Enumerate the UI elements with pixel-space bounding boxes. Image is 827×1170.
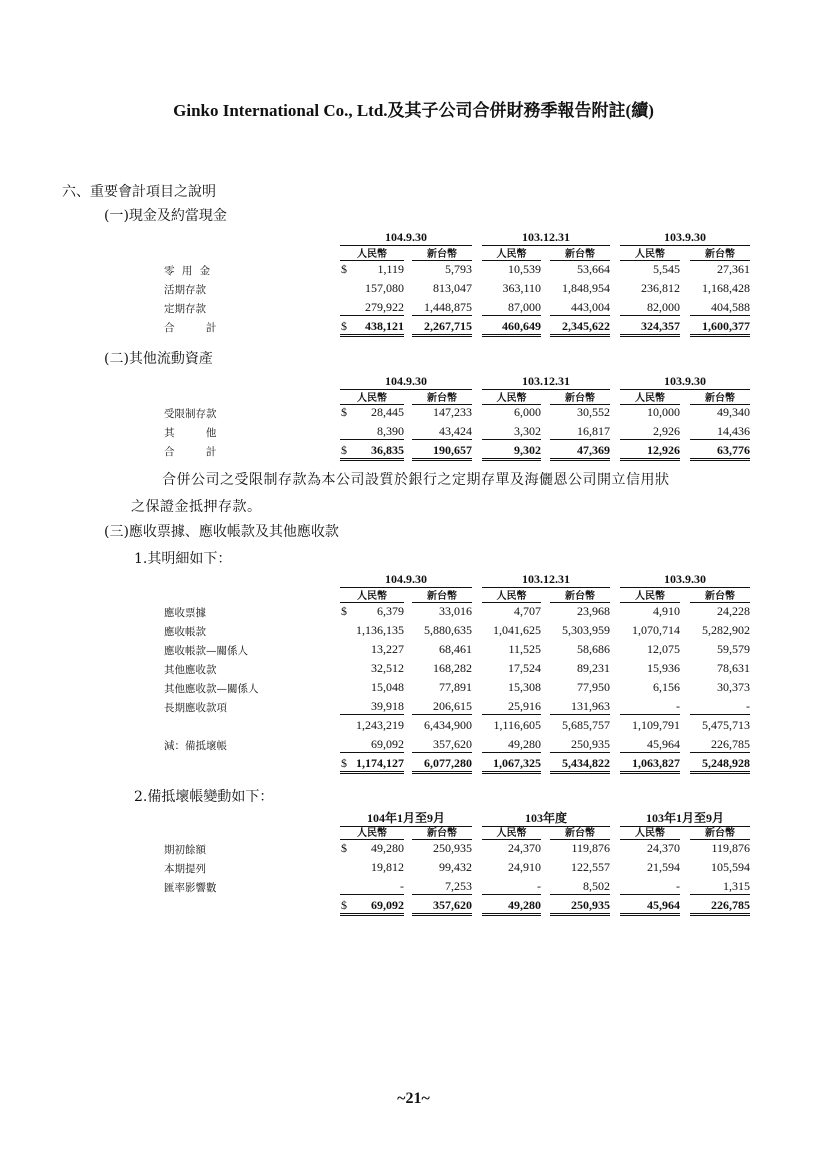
cell-value: 119,876 xyxy=(711,841,750,855)
allowance-heading: 2.備抵壞帳變動如下： xyxy=(134,789,274,805)
currency-header: 人民幣 xyxy=(340,389,404,405)
row-label: 應收帳款—關係人 xyxy=(164,645,248,657)
currency-header: 人民幣 xyxy=(482,245,541,261)
cell-value: 279,922 xyxy=(340,300,404,316)
row-label: 定期存款 xyxy=(164,303,206,315)
cell-value: 1,243,219 xyxy=(356,718,404,732)
row-label: 匯率影響數 xyxy=(164,882,217,894)
cell-value: 147,233 xyxy=(433,405,472,419)
cell-value: 6,156 xyxy=(653,680,680,694)
currency-header: 新台幣 xyxy=(412,587,472,603)
column-group-header: 103.12.31 xyxy=(482,572,610,588)
currency-header: 人民幣 xyxy=(620,587,680,603)
table-row xyxy=(0,860,827,878)
cell-value: 5,793 xyxy=(445,262,472,276)
cell-value: 363,110 xyxy=(502,281,541,295)
currency-header: 人民幣 xyxy=(340,824,404,840)
cell-value: 168,282 xyxy=(433,661,472,675)
row-label: 其 他 xyxy=(164,427,231,439)
currency-header: 新台幣 xyxy=(550,245,610,261)
cell-value: 324,357 xyxy=(620,319,680,337)
cell-value: 813,047 xyxy=(433,281,472,295)
cell-value: 15,048 xyxy=(371,680,404,694)
currency-header: 新台幣 xyxy=(412,824,472,840)
table-row xyxy=(0,319,827,337)
cell-value: 24,910 xyxy=(508,860,541,874)
cell-value: - xyxy=(620,699,680,715)
cell-value: - xyxy=(340,879,404,895)
cell-value: 1,116,605 xyxy=(493,718,541,732)
table-row xyxy=(0,680,827,698)
currency-header: 新台幣 xyxy=(690,245,750,261)
table-row xyxy=(0,898,827,916)
cell-value: 68,461 xyxy=(439,642,472,656)
cell-value: 119,876 xyxy=(571,841,610,855)
cell-value: 1,848,954 xyxy=(562,281,610,295)
dollar-sign: $ xyxy=(341,262,347,276)
cell-value: 5,880,635 xyxy=(424,623,472,637)
row-label: 本期提列 xyxy=(164,863,206,875)
row-label: 合 計 xyxy=(164,446,231,458)
currency-header: 人民幣 xyxy=(482,587,541,603)
cell-value: 49,280 xyxy=(482,737,541,753)
column-group-header: 104年1月至9月 xyxy=(340,809,472,827)
cell-value: 460,649 xyxy=(482,319,541,337)
cell-value: 5,434,822 xyxy=(550,756,610,774)
cell-value: 6,000 xyxy=(514,405,541,419)
cell-value: 438,121 xyxy=(340,319,404,337)
row-label: 其他應收款 xyxy=(164,664,217,676)
cell-value: 206,615 xyxy=(412,699,472,715)
currency-header: 新台幣 xyxy=(690,389,750,405)
cell-value: 39,918 xyxy=(340,699,404,715)
currency-header: 新台幣 xyxy=(550,587,610,603)
cell-value: 16,817 xyxy=(550,424,610,440)
cell-value: 30,552 xyxy=(577,405,610,419)
currency-header: 人民幣 xyxy=(340,245,404,261)
currency-header: 人民幣 xyxy=(620,824,680,840)
cell-value: 6,379 xyxy=(377,604,404,618)
cell-value: 21,594 xyxy=(647,860,680,874)
column-group-header: 104.9.30 xyxy=(340,572,472,588)
cell-value: 404,588 xyxy=(690,300,750,316)
cell-value: 8,390 xyxy=(340,424,404,440)
currency-header: 人民幣 xyxy=(620,389,680,405)
currency-header: 人民幣 xyxy=(340,587,404,603)
table-row xyxy=(0,841,827,859)
restricted-note-line1: 合併公司之受限制存款為本公司設質於銀行之定期存單及海儷恩公司開立信用狀 xyxy=(162,472,670,488)
restricted-note-line2: 之保證金抵押存款。 xyxy=(131,499,262,515)
row-label: 應收票據 xyxy=(164,607,206,619)
row-label: 受限制存款 xyxy=(164,408,217,420)
cell-value: - xyxy=(482,879,541,895)
page-number: ~21~ xyxy=(397,1090,430,1107)
column-group-header: 104.9.30 xyxy=(340,374,472,390)
cell-value: 49,280 xyxy=(482,898,541,916)
column-group-header: 103.9.30 xyxy=(620,230,750,246)
cell-value: 1,136,135 xyxy=(356,623,404,637)
column-group-header: 103年度 xyxy=(482,809,610,827)
table-row xyxy=(0,623,827,641)
cell-value: 131,963 xyxy=(550,699,610,715)
cell-value: 9,302 xyxy=(482,443,541,461)
cell-value: 1,119 xyxy=(377,262,404,276)
cell-value: 190,657 xyxy=(412,443,472,461)
column-group-header: 103.12.31 xyxy=(482,230,610,246)
cash-heading: (一)現金及約當現金 xyxy=(104,208,227,224)
column-group-header: 104.9.30 xyxy=(340,230,472,246)
cell-value: 49,340 xyxy=(717,405,750,419)
currency-header: 人民幣 xyxy=(620,245,680,261)
cell-value: 10,000 xyxy=(647,405,680,419)
table-row xyxy=(0,699,827,717)
table-row xyxy=(0,281,827,299)
cell-value: - xyxy=(620,879,680,895)
cell-value: 122,557 xyxy=(571,860,610,874)
cell-value: 24,370 xyxy=(647,841,680,855)
column-group-header: 103.12.31 xyxy=(482,374,610,390)
cell-value: 1,315 xyxy=(690,879,750,895)
cell-value: 30,373 xyxy=(717,680,750,694)
cell-value: 59,579 xyxy=(717,642,750,656)
currency-header: 新台幣 xyxy=(412,245,472,261)
receivables-detail-heading: 1.其明細如下： xyxy=(134,551,232,567)
cell-value: 226,785 xyxy=(690,898,750,916)
row-label: 活期存款 xyxy=(164,284,206,296)
cell-value: 236,812 xyxy=(641,281,680,295)
table-row xyxy=(0,718,827,736)
cell-value: 5,248,928 xyxy=(690,756,750,774)
cell-value: 77,891 xyxy=(439,680,472,694)
cell-value: 357,620 xyxy=(412,737,472,753)
cell-value: 1,109,791 xyxy=(632,718,680,732)
cell-value: 28,445 xyxy=(371,405,404,419)
cell-value: 5,545 xyxy=(653,262,680,276)
currency-header: 新台幣 xyxy=(550,824,610,840)
row-label: 應收帳款 xyxy=(164,626,206,638)
cell-value: 1,448,875 xyxy=(412,300,472,316)
cell-value: 24,228 xyxy=(717,604,750,618)
cell-value: 33,016 xyxy=(439,604,472,618)
cell-value: 2,345,622 xyxy=(550,319,610,337)
row-label: 其他應收款—關係人 xyxy=(164,683,259,695)
cell-value: 3,302 xyxy=(482,424,541,440)
cell-value: 2,267,715 xyxy=(412,319,472,337)
cell-value: 87,000 xyxy=(482,300,541,316)
cell-value: 1,041,625 xyxy=(493,623,541,637)
cell-value: 25,916 xyxy=(482,699,541,715)
currency-header: 新台幣 xyxy=(690,824,750,840)
cell-value: 226,785 xyxy=(690,737,750,753)
cell-value: 15,308 xyxy=(508,680,541,694)
other-assets-heading: (二)其他流動資產 xyxy=(104,351,213,367)
cell-value: 4,910 xyxy=(653,604,680,618)
cell-value: 5,282,902 xyxy=(702,623,750,637)
cell-value: 17,524 xyxy=(508,661,541,675)
page-title: Ginko International Co., Ltd.及其子公司合併財務季報告附註(續) xyxy=(173,101,654,120)
cell-value: 357,620 xyxy=(412,898,472,916)
cell-value: 443,004 xyxy=(550,300,610,316)
cell-value: 8,502 xyxy=(550,879,610,895)
table-row xyxy=(0,756,827,774)
dollar-sign: $ xyxy=(341,756,347,770)
table-row xyxy=(0,737,827,755)
currency-header: 新台幣 xyxy=(690,587,750,603)
dollar-sign: $ xyxy=(341,604,347,618)
table-row xyxy=(0,262,827,280)
cell-value: 49,280 xyxy=(371,841,404,855)
cell-value: 5,475,713 xyxy=(702,718,750,732)
cell-value: 32,512 xyxy=(371,661,404,675)
dollar-sign: $ xyxy=(341,405,347,419)
cell-value: 77,950 xyxy=(577,680,610,694)
cell-value: 69,092 xyxy=(340,898,404,916)
row-label: 長期應收款項 xyxy=(164,702,227,714)
cell-value: 69,092 xyxy=(340,737,404,753)
table-row xyxy=(0,424,827,442)
cell-value: 5,685,757 xyxy=(562,718,610,732)
currency-header: 人民幣 xyxy=(482,389,541,405)
cell-value: 1,067,325 xyxy=(482,756,541,774)
section-heading: 六、重要會計項目之說明 xyxy=(62,184,216,200)
cell-value: 2,926 xyxy=(620,424,680,440)
cell-value: 6,077,280 xyxy=(412,756,472,774)
cell-value: 43,424 xyxy=(412,424,472,440)
cell-value: 99,432 xyxy=(439,860,472,874)
column-group-header: 103.9.30 xyxy=(620,572,750,588)
table-row xyxy=(0,642,827,660)
cell-value: 1,168,428 xyxy=(702,281,750,295)
row-label: 期初餘額 xyxy=(164,844,206,856)
cell-value: 157,080 xyxy=(365,281,404,295)
cell-value: 14,436 xyxy=(690,424,750,440)
currency-header: 新台幣 xyxy=(412,389,472,405)
cell-value: 13,227 xyxy=(371,642,404,656)
table-row xyxy=(0,443,827,461)
row-label: 減：備抵壞帳 xyxy=(164,740,227,752)
cell-value: 12,926 xyxy=(620,443,680,461)
cell-value: 24,370 xyxy=(508,841,541,855)
cell-value: 23,968 xyxy=(577,604,610,618)
dollar-sign: $ xyxy=(341,841,347,855)
cell-value: 45,964 xyxy=(620,898,680,916)
currency-header: 新台幣 xyxy=(550,389,610,405)
cell-value: 58,686 xyxy=(577,642,610,656)
row-label: 零 用 金 xyxy=(164,265,213,277)
cell-value: 47,369 xyxy=(550,443,610,461)
cell-value: 63,776 xyxy=(690,443,750,461)
cell-value: 36,835 xyxy=(340,443,404,461)
cell-value: 1,600,377 xyxy=(690,319,750,337)
column-group-header: 103年1月至9月 xyxy=(620,809,750,827)
currency-header: 人民幣 xyxy=(482,824,541,840)
cell-value: 19,812 xyxy=(371,860,404,874)
dollar-sign: $ xyxy=(341,443,347,457)
cell-value: 6,434,900 xyxy=(424,718,472,732)
cell-value: 1,070,714 xyxy=(632,623,680,637)
cell-value: 250,935 xyxy=(433,841,472,855)
receivables-heading: (三)應收票據、應收帳款及其他應收款 xyxy=(104,524,339,540)
cell-value: - xyxy=(690,699,750,715)
cell-value: 12,075 xyxy=(647,642,680,656)
row-label: 合 計 xyxy=(164,322,231,334)
table-row xyxy=(0,300,827,318)
table-row xyxy=(0,405,827,423)
dollar-sign: $ xyxy=(341,319,347,333)
cell-value: 45,964 xyxy=(620,737,680,753)
cell-value: 250,935 xyxy=(550,737,610,753)
table-row xyxy=(0,879,827,897)
cell-value: 82,000 xyxy=(620,300,680,316)
cell-value: 10,539 xyxy=(508,262,541,276)
cell-value: 1,063,827 xyxy=(620,756,680,774)
cell-value: 27,361 xyxy=(717,262,750,276)
cell-value: 7,253 xyxy=(412,879,472,895)
cell-value: 250,935 xyxy=(550,898,610,916)
table-row xyxy=(0,604,827,622)
cell-value: 15,936 xyxy=(647,661,680,675)
dollar-sign: $ xyxy=(341,898,347,912)
cell-value: 1,174,127 xyxy=(340,756,404,774)
table-row xyxy=(0,661,827,679)
cell-value: 4,707 xyxy=(514,604,541,618)
cell-value: 11,525 xyxy=(508,642,541,656)
cell-value: 53,664 xyxy=(577,262,610,276)
cell-value: 5,303,959 xyxy=(562,623,610,637)
column-group-header: 103.9.30 xyxy=(620,374,750,390)
cell-value: 78,631 xyxy=(717,661,750,675)
cell-value: 105,594 xyxy=(711,860,750,874)
cell-value: 89,231 xyxy=(577,661,610,675)
